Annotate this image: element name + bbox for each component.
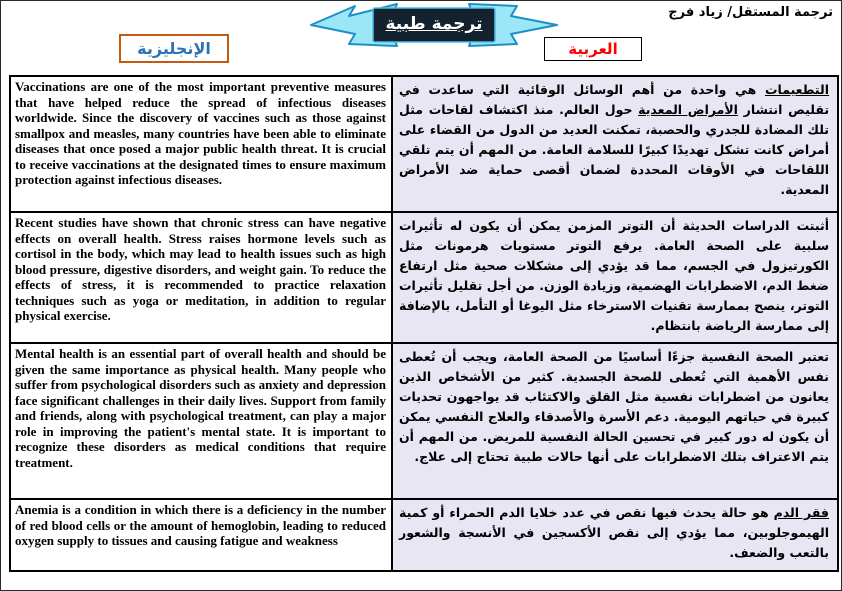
english-cell <box>10 212 392 343</box>
translator-credit: ترجمة المستقل/ زياد فرج <box>668 5 833 20</box>
english-text: Vaccinations are one of the most important preventive measures that have helped reduce the spread of infectious diseases worldwide. Since the discovery of vaccines such as those against smallpox and measles, many countries have been able to eliminate diseases that once posed a major public health threat. It is crucial to receive vaccinations at the designated times to ensure maximum protection against infectious diseases. <box>15 79 386 187</box>
translation-table <box>9 75 839 572</box>
english-text: Recent studies have shown that chronic stress can have negative effects on overall health. Stress raises hormone levels such as cortisol in the body, which may lead to health issues such as high blood pressure, digestive disorders, and weight gain. To reduce the effects of stress, it is recommended to practice relaxation techniques such as yoga or meditation, in addition to regular physical exercise. <box>15 215 386 323</box>
table-row <box>10 76 838 212</box>
arabic-cell <box>392 212 838 343</box>
arabic-cell <box>392 343 838 499</box>
arabic-text: تعتبر الصحة النفسية جزءًا أساسيًا من الصحة العامة، ويجب أن تُعطى نفس الأهمية التي تُعطى للصحة الجسدية. كثير من الأشخاص الذين يعانون من اضطرابات نفسية مثل القلق والاكتئاب قد يواجهون تحديات كبيرة في حياتهم اليومية. دعم الأسرة والأصدقاء والعلاج النفسي يمكن أن يكون له دور كبير في تحسين الحالة النفسية للمريض. من المهم أن يتم الاعتراف بتلك الاضطرابات على أنها حالات طبية تحتاج إلى علاج. <box>393 344 837 498</box>
table-row <box>10 343 838 499</box>
english-text: Mental health is an essential part of overall health and should be given the same importance as physical health. Many people who suffer from psychological disorders such as anxiety and depression face significant challenges in their daily lives. Support from family and friends, along with psychological treatment, can play a major role in improving the patient's mental state. It is important to recognize these disorders as medical conditions that require treatment. <box>15 346 386 470</box>
english-cell <box>10 499 392 571</box>
arabic-column-label: العربية <box>544 37 642 61</box>
arabic-cell <box>392 499 838 571</box>
arabic-text: فقر الدم هو حالة يحدث فيها نقص في عدد خلايا الدم الحمراء أو كمية الهيموجلوبين، مما يؤدي إلى نقص الأكسجين في الأنسجة والشعور بالتعب والضعف. <box>393 500 837 570</box>
arabic-cell <box>392 76 838 212</box>
title-banner <box>309 1 559 49</box>
arabic-text: أثبتت الدراسات الحديثة أن التوتر المزمن يمكن أن يكون له تأثيرات سلبية على الصحة العامة. يرفع التوتر مستويات هرمونات مثل الكورتيزول في الجسم، مما قد يؤدي إلى مشكلات صحية مثل ارتفاع ضغط الدم، الاضطرابات الهضمية، وزيادة الوزن. من أجل تقليل تأثيرات التوتر، ينصح بممارسة تقنيات الاسترخاء مثل اليوغا أو التأمل، بالإضافة إلى ممارسة الرياضة بانتظام. <box>393 213 837 342</box>
banner-title: ترجمة طبية <box>385 14 483 34</box>
table-row <box>10 499 838 571</box>
english-column-label: الإنجليزية <box>119 34 229 63</box>
arabic-text: التطعيمات هي واحدة من أهم الوسائل الوقائية التي ساعدت في تقليص انتشار الأمراض المعدية حول العالم. منذ اكتشاف لقاحات مثل تلك المضادة للجدري والحصبة، تمكنت العديد من الدول من القضاء على أمراض كانت تشكل تهديدًا كبيرًا للسلامة العامة. من المهم أن يتم تلقي اللقاحات في الأوقات المحددة لضمان أقصى حماية ضد الأمراض المعدية. <box>393 77 837 211</box>
table-row <box>10 212 838 343</box>
english-cell <box>10 76 392 212</box>
english-cell <box>10 343 392 499</box>
english-text: Anemia is a condition in which there is a deficiency in the number of red blood cells or the amount of hemoglobin, leading to reduced oxygen supply to tissues and causing fatigue and weakness <box>15 502 386 548</box>
